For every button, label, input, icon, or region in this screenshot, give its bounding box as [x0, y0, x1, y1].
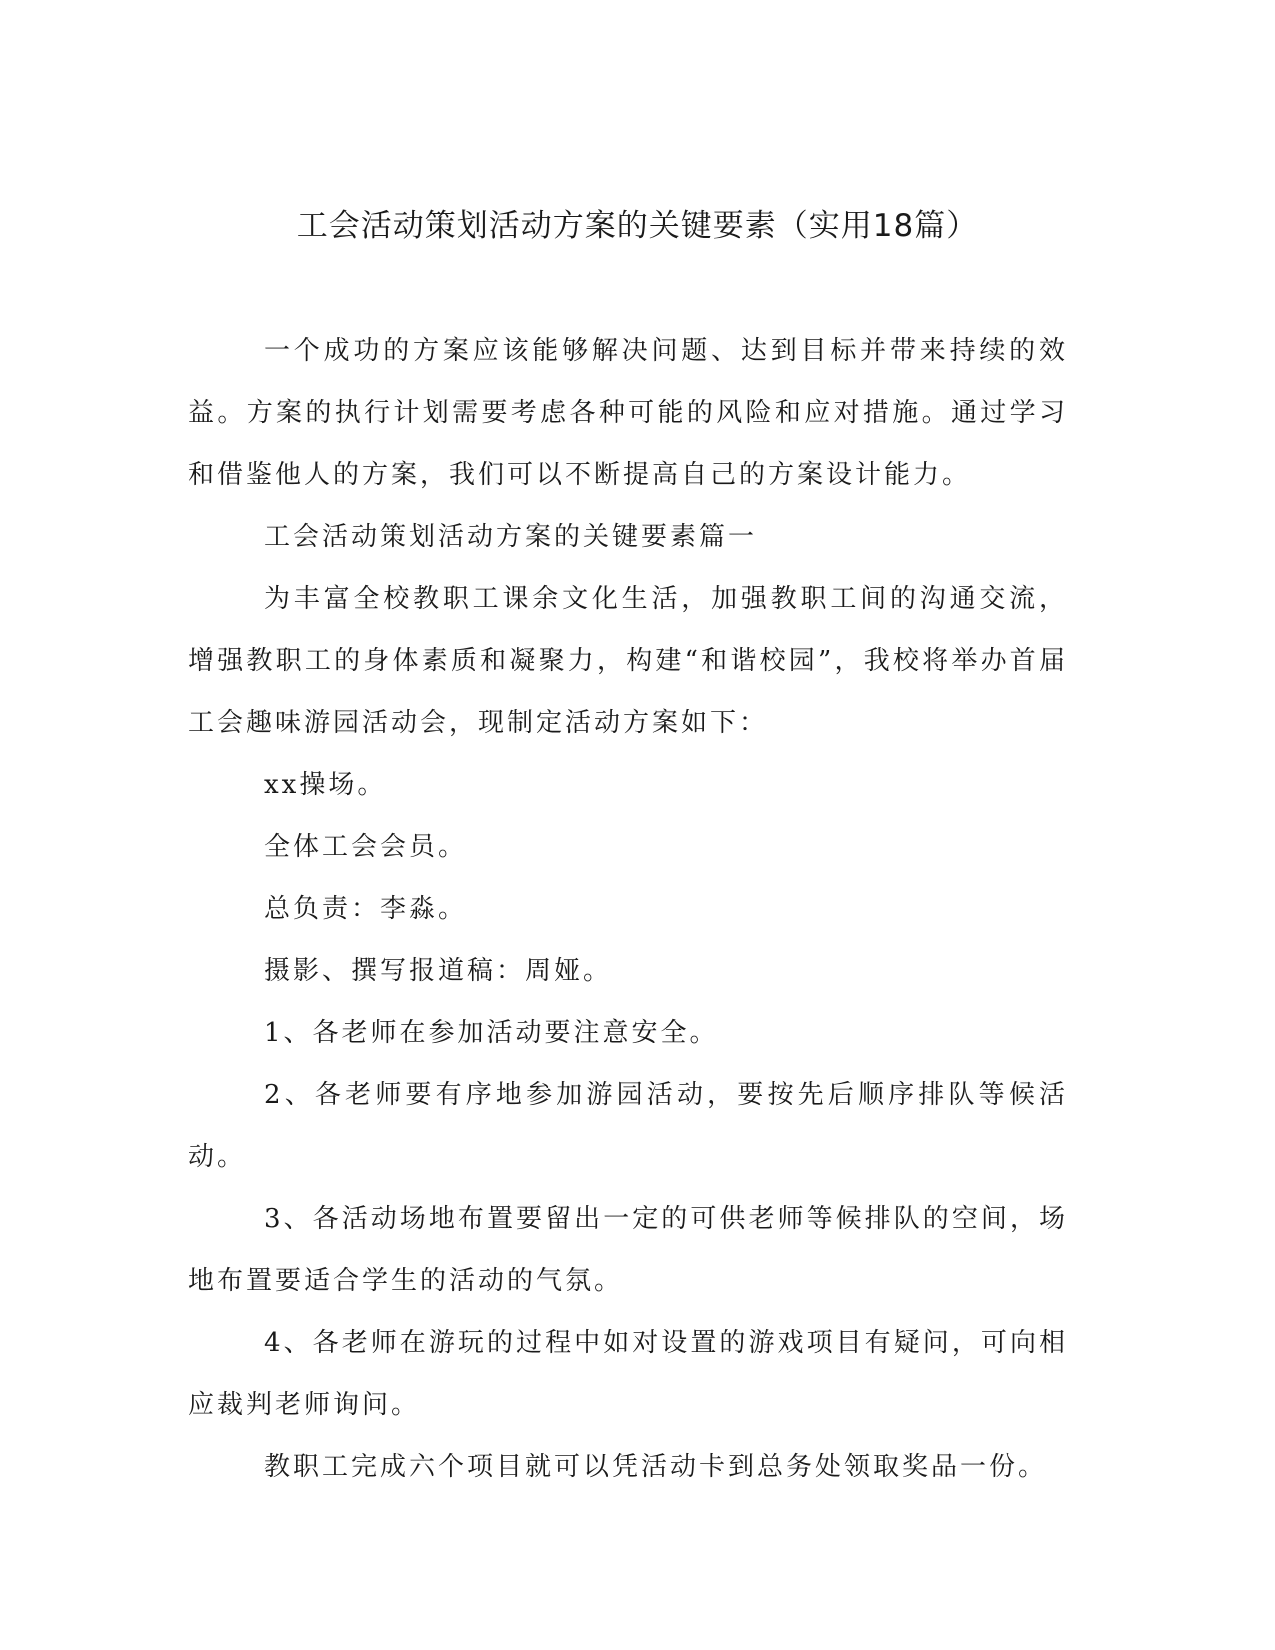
purpose-paragraph: 为丰富全校教职工课余文化生活，加强教职工间的沟通交流，增强教职工的身体素质和凝聚力，构建“和谐校园”，我校将举办首届工会趣味游园活动会，现制定活动方案如下： — [188, 584, 1068, 738]
intro-paragraph: 一个成功的方案应该能够解决问题、达到目标并带来持续的效益。方案的执行计划需要考虑各种可能的风险和应对措施。通过学习和借鉴他人的方案，我们可以不断提高自己的方案设计能力。 — [188, 336, 1068, 490]
document-title: 工会活动策划活动方案的关键要素（实用18篇） — [296, 208, 979, 244]
rule-1-paragraph: 1、各老师在参加活动要注意安全。 — [264, 1018, 719, 1048]
lead-paragraph: 总负责：李淼。 — [264, 894, 468, 924]
photography-paragraph: 摄影、撰写报道稿：周娅。 — [264, 956, 613, 986]
location-paragraph: xx操场。 — [264, 770, 387, 800]
section-heading: 工会活动策划活动方案的关键要素篇一 — [264, 522, 758, 552]
rule-2-paragraph: 2、各老师要有序地参加游园活动，要按先后顺序排队等候活动。 — [188, 1080, 1068, 1172]
participants-paragraph: 全体工会会员。 — [264, 832, 468, 862]
rule-3-paragraph: 3、各活动场地布置要留出一定的可供老师等候排队的空间，场地布置要适合学生的活动的气氛。 — [188, 1204, 1068, 1296]
prize-paragraph: 教职工完成六个项目就可以凭活动卡到总务处领取奖品一份。 — [264, 1452, 1048, 1482]
document-body — [188, 320, 1068, 1498]
rule-4-paragraph: 4、各老师在游玩的过程中如对设置的游戏项目有疑问，可向相应裁判老师询问。 — [188, 1328, 1068, 1420]
